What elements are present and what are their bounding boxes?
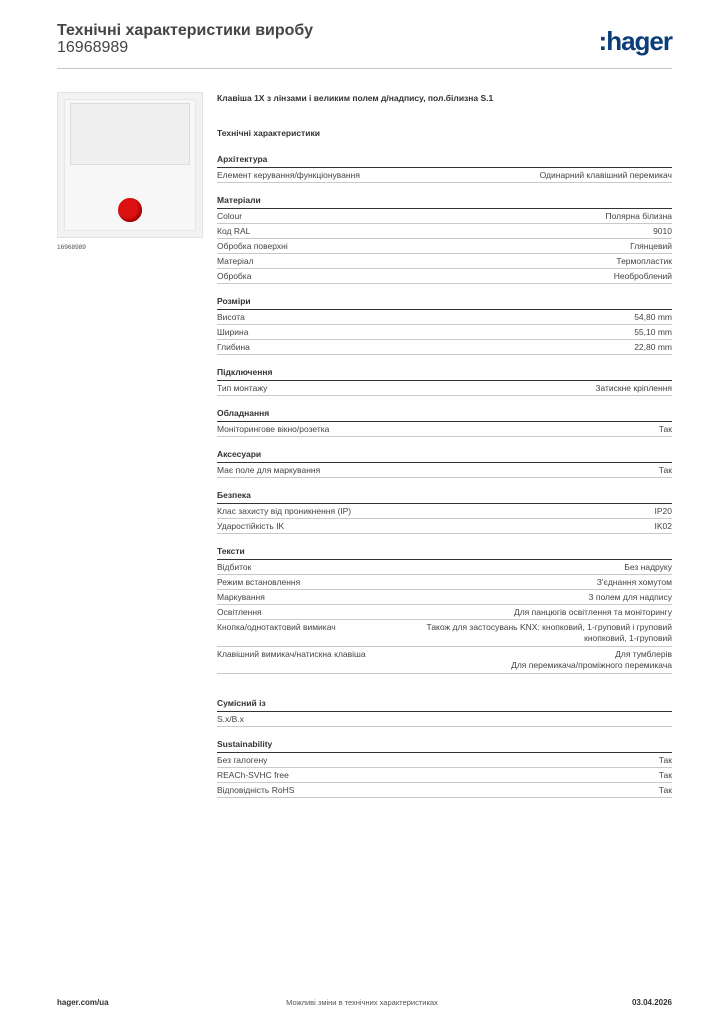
hager-logo: :hager xyxy=(598,26,672,56)
label-window xyxy=(70,103,190,165)
spec-section xyxy=(217,154,672,183)
spec-value: Так xyxy=(658,465,672,475)
spec-label: Colour xyxy=(217,211,243,221)
red-lens-icon xyxy=(118,198,142,222)
spec-value: 55,10 mm xyxy=(634,327,672,337)
spec-label: Ширина xyxy=(217,327,249,337)
spec-row xyxy=(217,224,672,239)
spec-row xyxy=(217,168,672,183)
spec-row xyxy=(217,783,672,798)
spec-value: 54,80 mm xyxy=(634,312,672,322)
spec-label: Обробка xyxy=(217,271,252,281)
spec-value: Затискне кріплення xyxy=(595,383,672,393)
spec-label: Без галогену xyxy=(217,755,268,765)
spec-value: З'єднання хомутом xyxy=(596,577,672,587)
spec-value: Глянцевий xyxy=(630,241,672,251)
spec-label: Ударостійкість IK xyxy=(217,521,285,531)
spec-value: Без надруку xyxy=(624,562,672,572)
spec-label: Висота xyxy=(217,312,245,322)
section-heading: Тексти xyxy=(217,546,672,560)
spec-label: Освітлення xyxy=(217,607,262,617)
spec-label: Маркування xyxy=(217,592,265,602)
spec-value: 9010 xyxy=(653,226,672,236)
spec-section xyxy=(217,449,672,478)
spec-row xyxy=(217,504,672,519)
spec-label: Моніторингове вікно/розетка xyxy=(217,424,330,434)
footer-website[interactable]: hager.com/ua xyxy=(57,998,109,1007)
spec-row xyxy=(217,340,672,355)
spec-value: Так xyxy=(658,770,672,780)
spec-sections xyxy=(217,154,672,798)
footer-disclaimer: Можливі зміни в технічних характеристиках xyxy=(286,998,438,1007)
document-title: Технічні характеристики виробу xyxy=(57,22,313,39)
spec-section xyxy=(217,296,672,355)
section-heading: Sustainability xyxy=(217,739,672,753)
spec-value: Термопластик xyxy=(616,256,672,266)
spec-row xyxy=(217,463,672,478)
spec-row xyxy=(217,209,672,224)
spec-label: Код RAL xyxy=(217,226,251,236)
spec-value: З полем для надпису xyxy=(588,592,672,602)
spec-label: Клас захисту від проникнення (IP) xyxy=(217,506,352,516)
spec-label: Відповідність RoHS xyxy=(217,785,295,795)
spec-row xyxy=(217,647,672,674)
spec-row xyxy=(217,590,672,605)
spec-value: Необроблений xyxy=(613,271,672,281)
section-heading: Безпека xyxy=(217,490,672,504)
product-title: Клавіша 1X з лінзами і великим полем д/надпису, пол.білизна S.1 xyxy=(217,93,494,103)
spec-section xyxy=(217,546,672,674)
spec-section xyxy=(217,698,672,727)
header-divider xyxy=(57,68,672,69)
spec-row xyxy=(217,310,672,325)
spec-value: Одинарний клавішний перемикач xyxy=(539,170,672,180)
spec-value: IK02 xyxy=(654,521,672,531)
spec-section xyxy=(217,408,672,437)
spec-label: Обробка поверхні xyxy=(217,241,288,251)
spec-row xyxy=(217,381,672,396)
product-image xyxy=(57,92,203,238)
spec-value: Так xyxy=(658,785,672,795)
spec-label: S.x/B.x xyxy=(217,714,244,724)
spec-row xyxy=(217,712,672,727)
spec-value: Так xyxy=(658,424,672,434)
section-heading: Розміри xyxy=(217,296,672,310)
section-heading: Сумісний із xyxy=(217,698,672,712)
switch-plate xyxy=(64,99,196,231)
spec-label: Матеріал xyxy=(217,256,254,266)
spec-section xyxy=(217,739,672,798)
spec-value: Також для застосувань KNX: кнопковий, 1-груповий і груповий кнопковий, 1-груповий xyxy=(426,622,672,643)
spec-row xyxy=(217,254,672,269)
spec-label: Елемент керування/функціонування xyxy=(217,170,360,180)
section-heading: Аксесуари xyxy=(217,449,672,463)
spec-value: IP20 xyxy=(654,506,672,516)
spec-label: Кнопка/однотактовий вимикач xyxy=(217,622,336,632)
spec-row xyxy=(217,269,672,284)
product-code: 16968989 xyxy=(57,39,129,56)
spec-content xyxy=(217,93,672,798)
spec-value: Так xyxy=(658,755,672,765)
section-spacer xyxy=(217,674,672,686)
spec-section xyxy=(217,195,672,284)
footer-date: 03.04.2026 xyxy=(631,998,672,1007)
spec-label: REACh-SVHC free xyxy=(217,770,289,780)
spec-label: Має поле для маркування xyxy=(217,465,321,475)
spec-row xyxy=(217,620,672,647)
spec-row xyxy=(217,422,672,437)
section-heading: Архітектура xyxy=(217,154,672,168)
spec-row xyxy=(217,560,672,575)
spec-value: Полярна білизна xyxy=(605,211,672,221)
spec-section xyxy=(217,490,672,534)
spec-value: 22,80 mm xyxy=(634,342,672,352)
specs-heading: Технічні характеристики xyxy=(217,128,320,138)
section-heading: Матеріали xyxy=(217,195,672,209)
spec-value: Для панцюгів освітлення та моніторингу xyxy=(513,607,672,617)
spec-label: Тип монтажу xyxy=(217,383,268,393)
spec-label: Клавішний вимикач/натискна клавіша xyxy=(217,649,366,659)
spec-value: Для тумблерів Для перемикача/проміжного перемикача xyxy=(511,649,672,670)
spec-row xyxy=(217,519,672,534)
section-heading: Підключення xyxy=(217,367,672,381)
spec-row xyxy=(217,768,672,783)
spec-label: Відбиток xyxy=(217,562,252,572)
spec-row xyxy=(217,753,672,768)
image-caption: 16968989 xyxy=(57,244,86,251)
spec-row xyxy=(217,575,672,590)
spec-row xyxy=(217,605,672,620)
spec-label: Режим встановлення xyxy=(217,577,301,587)
section-heading: Обладнання xyxy=(217,408,672,422)
spec-row xyxy=(217,325,672,340)
spec-row xyxy=(217,239,672,254)
spec-section xyxy=(217,367,672,396)
spec-label: Глибина xyxy=(217,342,250,352)
